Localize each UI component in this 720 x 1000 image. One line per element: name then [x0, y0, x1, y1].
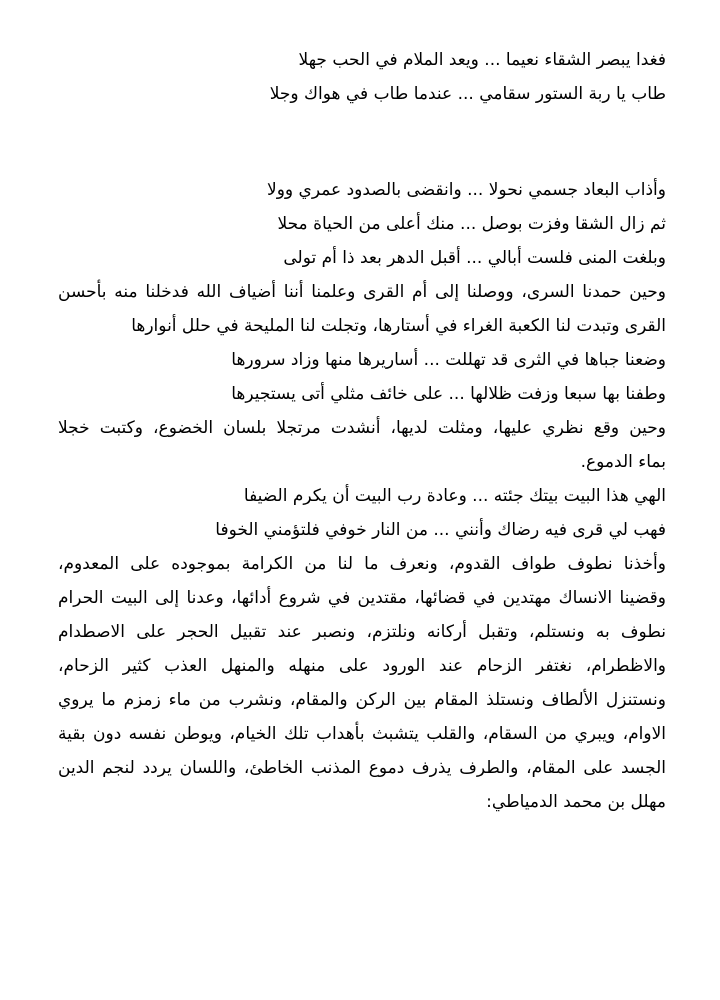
prose-paragraph-2 — [58, 411, 666, 479]
prose-line: القرى وتبدت لنا الكعبة الغراء في أستارها، وتجلت لنا المليحة في حلل أنوارها — [131, 316, 666, 336]
prose-paragraph-3 — [58, 547, 666, 819]
prose-line: وحين حمدنا السرى، ووصلنا إلى أم القرى وعلمنا أننا أضياف الله فدخلنا منه بأحسن — [58, 282, 666, 302]
prose-line: مهلل بن محمد الدمياطي: — [486, 792, 666, 812]
verse-line: وضعنا جباها في الثرى قد تهللت ... أساريرها منها وزاد سرورها — [231, 350, 666, 370]
prose-paragraph-1 — [58, 275, 666, 343]
verse-line: وبلغت المنى فلست أبالي ... أقبل الدهر بعد ذا أم تولى — [283, 248, 666, 268]
top-verses — [58, 43, 666, 111]
prose-line: بماء الدموع. — [580, 452, 666, 472]
prose-line: نطوف به ونستلم، وتقبل أركانه ونلتزم، ونصبر عند تقبيل الحجر على الاصطدام — [58, 622, 666, 642]
verse-line: الهي هذا البيت بيتك جئته ... وعادة رب البيت أن يكرم الضيفا — [243, 486, 666, 506]
text-line: طاب يا ربة الستور سقامي ... عندما طاب في هواك وجلا — [269, 84, 666, 104]
body-text — [58, 173, 666, 819]
prose-line: وقضينا الانساك مهتدين في قضائها، مقتدين في شروع أدائها، وعدنا إلى البيت الحرام — [58, 588, 666, 608]
verse-line: فهب لي قرى فيه رضاك وأنني ... من النار خوفي فلتؤمني الخوفا — [215, 520, 666, 540]
prose-line: وأخذنا نطوف طواف القدوم، ونعرف ما لنا من الكرامة بموجوده على المعدوم، — [58, 554, 666, 574]
prose-line: الجسد على المقام، والطرف يذرف دموع المذنب الخاطئ، واللسان يردد لنجم الدين — [58, 758, 666, 778]
prose-line: والاظطرام، نغتفر الزحام عند الورود على منهله والمنهل العذب كثير الزحام، — [58, 656, 666, 676]
prose-line: وحين وقع نظري عليها، ومثلت لديها، أنشدت مرتجلا بلسان الخضوع، وكتبت خجلا — [58, 418, 666, 438]
text-line: فغدا يبصر الشقاء نعيما ... ويعد الملام في الحب جهلا — [298, 50, 666, 70]
verse-line: وطفنا بها سبعا وزفت ظلالها ... على خائف مثلي أتى يستجيرها — [231, 384, 666, 404]
prose-line: ونستنزل الألطاف ونستلذ المقام بين الركن والمقام، ونشرب من ماء زمزم ما يروي — [58, 690, 666, 710]
verse-line: ثم زال الشقا وفزت بوصل ... منك أعلى من الحياة محلا — [277, 214, 666, 234]
prose-line: الاوام، ويبري من السقام، والقلب يتشبث بأهداب تلك الخيام، ويوطن نفسه دون بقية — [58, 724, 666, 744]
verse-line: وأذاب البعاد جسمي نحولا ... وانقضى بالصدود عمري وولا — [267, 180, 666, 200]
